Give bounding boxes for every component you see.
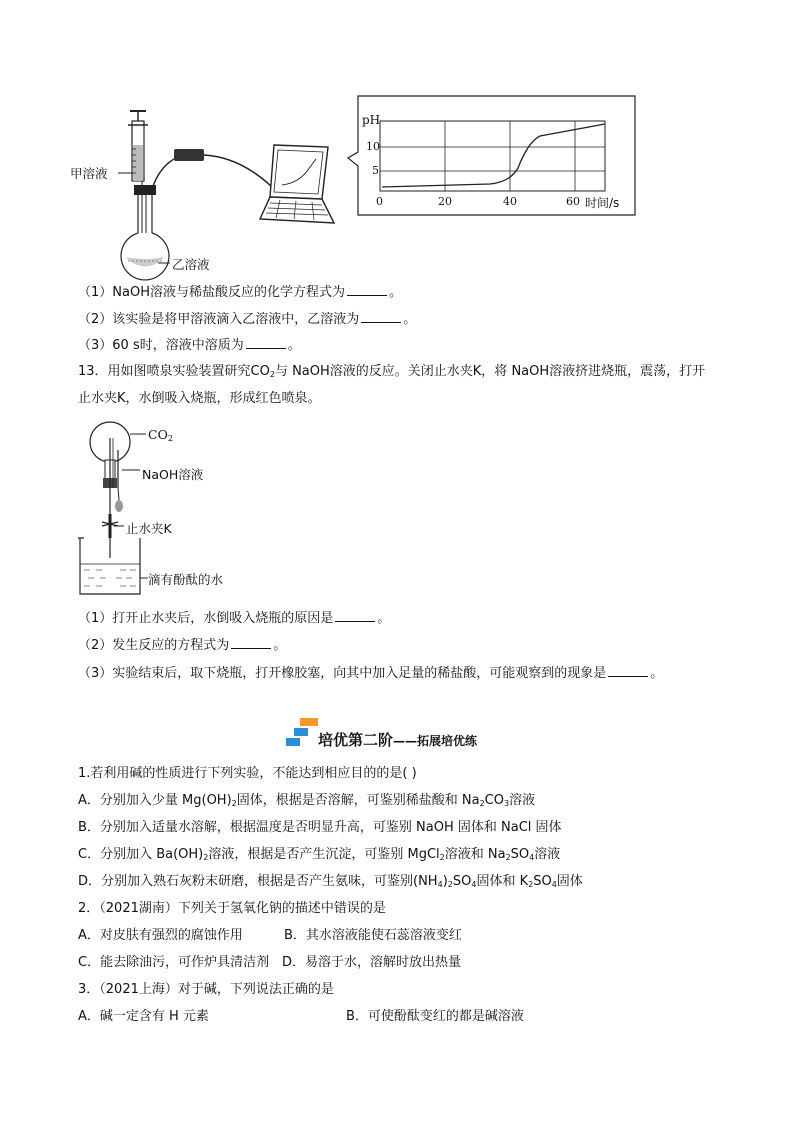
- mcq1-option-a[interactable]: A．分别加入少量 $Mg(OH)_2$固体，根据是否溶解，可鉴别稀盐酸和 $Na_2CO_3$溶液: [78, 793, 536, 808]
- graph-ytick-10: 10: [366, 140, 380, 153]
- graph-ylabel: pH: [362, 113, 381, 127]
- flask-bulb: [121, 233, 169, 280]
- q13-part3: [78, 664, 663, 683]
- section-title: [318, 729, 477, 750]
- q12-part2-suffix: 。: [403, 312, 417, 327]
- graph-xlabel: 时间/s: [585, 196, 620, 210]
- label-co2-sub: 2: [167, 434, 173, 443]
- q13-part2: [78, 636, 286, 655]
- mcq2-stem: 2．（2021湖南）下列关于氢氧化钠的描述中错误的是: [78, 901, 386, 916]
- label-jia-solution: 甲溶液: [70, 166, 108, 181]
- q13-stem-line2: 止水夹K，水倒吸入烧瓶，形成红色喷泉。: [78, 391, 321, 406]
- ph-sensor-box: [174, 149, 204, 161]
- q13-stem-line1: 13．用如图喷泉实验装置研究$CO_2$与 NaOH溶液的反应。关闭止水夹K，将 NaOH溶液挤进烧瓶，震荡，打开: [78, 364, 706, 379]
- answer-blank[interactable]: [347, 283, 387, 296]
- q12-part1-text: （1）NaOH溶液与稀盐酸反应的化学方程式为: [78, 285, 345, 300]
- q13-stem-a: 13．用如图喷泉实验装置研究CO: [78, 364, 270, 379]
- mcq3-option-b[interactable]: B．可使酚酞变红的都是碱溶液: [346, 1009, 524, 1024]
- q13-part1-suffix: 。: [377, 611, 391, 626]
- laptop-icon: [260, 145, 334, 223]
- section-subtitle: ——拓展培优练: [393, 734, 478, 748]
- q13-part1-text: （1）打开止水夹后，水倒吸入烧瓶的原因是: [78, 611, 334, 626]
- burette-liquid: [133, 145, 143, 181]
- q13-part1: [78, 609, 390, 628]
- q13-part3-text: （3）实验结束后，取下烧瓶，打开橡胶塞，向其中加入足量的稀盐酸，可能观察到的现象是: [78, 666, 607, 681]
- label-clamp-k: 止水夹K: [126, 521, 172, 536]
- answer-blank[interactable]: [335, 609, 375, 622]
- mcq2-option-a[interactable]: A．对皮肤有强烈的腐蚀作用: [78, 928, 243, 943]
- q12-part3-suffix: 。: [287, 338, 301, 353]
- mcq3-stem: 3．（2021上海）对于碱，下列说法正确的是: [78, 982, 334, 997]
- q12-part2-text: （2）该实验是将甲溶液滴入乙溶液中，乙溶液为: [78, 312, 360, 327]
- answer-blank[interactable]: [608, 664, 648, 677]
- answer-blank[interactable]: [361, 310, 401, 323]
- answer-blank[interactable]: [231, 636, 271, 649]
- mcq1-option-c[interactable]: C．分别加入 $Ba(OH)_2$溶液，根据是否产生沉淀，可鉴别 MgCl$_2$溶液和 $Na_2SO_4$溶液: [78, 847, 561, 862]
- mcq3-option-a[interactable]: A．碱一定含有 H 元素: [78, 1009, 209, 1024]
- section-decor-icon: [284, 718, 320, 748]
- q12-part2: [78, 310, 416, 329]
- mcq1-option-b[interactable]: B．分别加入适量水溶解，根据温度是否明显升高，可鉴别 NaOH 固体和 NaCl 固体: [78, 820, 562, 835]
- graph-xtick-40: 40: [503, 195, 517, 208]
- label-co2: [148, 427, 173, 443]
- graph-xtick-60: 60: [566, 195, 580, 208]
- mcq1-option-d[interactable]: D．分别加入熟石灰粉末研磨，根据是否产生氨味，可鉴别$(NH_4)_2SO_4$固体和 $K_2SO_4$固体: [78, 874, 583, 889]
- label-yi-solution: 乙溶液: [172, 257, 210, 272]
- mcq2-option-c[interactable]: C．能去除油污，可作炉具清洁剂: [78, 955, 270, 970]
- graph-xtick-20: 20: [438, 195, 452, 208]
- titration-apparatus-figure: [60, 105, 350, 275]
- mcq1-stem: 1.若利用碱的性质进行下列实验，不能达到相应目的的是( ): [78, 766, 417, 781]
- dropper-bulb: [115, 500, 123, 512]
- label-naoh-solution: NaOH溶液: [142, 467, 204, 482]
- label-co2-text: CO: [148, 427, 168, 442]
- mcq2-option-d[interactable]: D．易溶于水，溶解时放出热量: [282, 955, 462, 970]
- fountain-apparatus-figure: [76, 418, 156, 598]
- mcq2-option-b[interactable]: B．其水溶液能使石蕊溶液变红: [284, 928, 462, 943]
- q12-part1: [78, 283, 402, 302]
- graph-xtick-0: 0: [376, 195, 383, 208]
- beaker: [78, 538, 140, 594]
- q13-stem-b: 与 NaOH溶液的反应。关闭止水夹K，将 NaOH溶液挤进烧瓶，震荡，打开: [274, 364, 706, 379]
- q12-part3: [78, 336, 301, 355]
- graph-ytick-5: 5: [372, 164, 379, 177]
- label-phenolphthalein-water: 滴有酚酞的水: [148, 572, 224, 587]
- q13-part3-suffix: 。: [650, 666, 664, 681]
- q13-part2-suffix: 。: [273, 638, 287, 653]
- section-title-main: 培优第二阶: [318, 731, 394, 749]
- answer-blank[interactable]: [246, 336, 286, 349]
- q12-part3-text: （3）60 s时，溶液中溶质为: [78, 338, 244, 353]
- q12-part1-suffix: 。: [388, 285, 402, 300]
- q13-part2-text: （2）发生反应的方程式为: [78, 638, 230, 653]
